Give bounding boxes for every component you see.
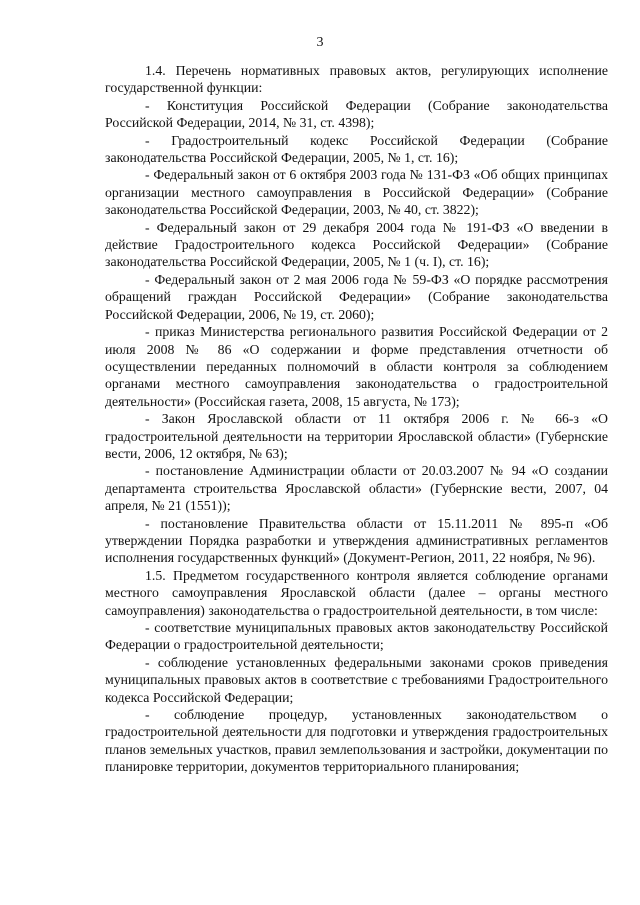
list-item-procedures: - соблюдение процедур, установленных законодательством о градостроительной деятельности для подготовки и утверждения градостроительных планов земельных участков, правил землепользования и застройки, документации по планировке территории, документов территориального планирования;: [105, 707, 608, 775]
list-item-compliance-legal-acts: - соответствие муниципальных правовых актов законодательству Российской Федерации о градостроительной деятельности;: [105, 620, 608, 653]
document-body: [105, 62, 608, 776]
list-item-ministry-order-86: - приказ Министерства регионального развития Российской Федерации от 2 июля 2008 № 86 «О содержании и форме представления отчетности об осуществлении переданных полномочий в области контроля за соблюдением органами местного самоуправления законодательства о градостроительной деятельности» (Российская газета, 2008, 15 августа, № 173);: [105, 324, 608, 409]
list-item-government-resolution-895: - постановление Правительства области от 15.11.2011 № 895-п «Об утверждении Порядка разработки и утверждения административных регламентов исполнения государственных функций» (Документ-Регион, 2011, 22 ноября, № 96).: [105, 515, 608, 566]
list-item-urban-planning-code: - Градостроительный кодекс Российской Федерации (Собрание законодательства Российской Федерации, 2005, № 1, ст. 16);: [105, 132, 608, 166]
list-item-constitution: - Конституция Российской Федерации (Собрание законодательства Российской Федерации, 2014, № 31, ст. 4398);: [105, 97, 608, 131]
paragraph-1-4-heading: 1.4. Перечень нормативных правовых актов, регулирующих исполнение государственной функции:: [105, 63, 608, 96]
list-item-regional-law-66: - Закон Ярославской области от 11 октября 2006 г. № 66-з «О градостроительной деятельности на территории Ярославской области» (Губернские вести, 2006, 12 октября, № 63);: [105, 411, 608, 461]
list-item-deadlines: - соблюдение установленных федеральными законами сроков приведения муниципальных правовых актов в соответствие с требованиями Градостроительного кодекса Российской Федерации;: [105, 654, 608, 705]
list-item-administration-resolution-94: - постановление Администрации области от 20.03.2007 № 94 «О создании департамента строительства Ярославской области» (Губернские вести, 2007, 04 апреля, № 21 (1551));: [105, 463, 608, 514]
list-item-federal-law-59: - Федеральный закон от 2 мая 2006 года № 59-ФЗ «О порядке рассмотрения обращений граждан Российской Федерации» (Собрание законодательства Российской Федерации, 2006, № 19, ст. 2060);: [105, 271, 608, 322]
page-number: 3: [316, 35, 324, 50]
list-item-federal-law-191: - Федеральный закон от 29 декабря 2004 года № 191-ФЗ «О введении в действие Градостроительного кодекса Российской Федерации» (Собрание законодательства Российской Федерации, 2005, № 1 (ч. I), ст. 16);: [105, 219, 608, 270]
list-item-federal-law-131: - Федеральный закон от 6 октября 2003 года № 131-ФЗ «Об общих принципах организации местного самоуправления в Российской Федерации» (Собрание законодательства Российской Федерации, 2003, № 40, ст. 3822);: [105, 167, 608, 218]
paragraph-1-5-subject: 1.5. Предметом государственного контроля является соблюдение органами местного самоуправления Ярославской области (далее – органы местного самоуправления) законодательства о градостроительной деятельности, в том числе:: [105, 567, 608, 618]
